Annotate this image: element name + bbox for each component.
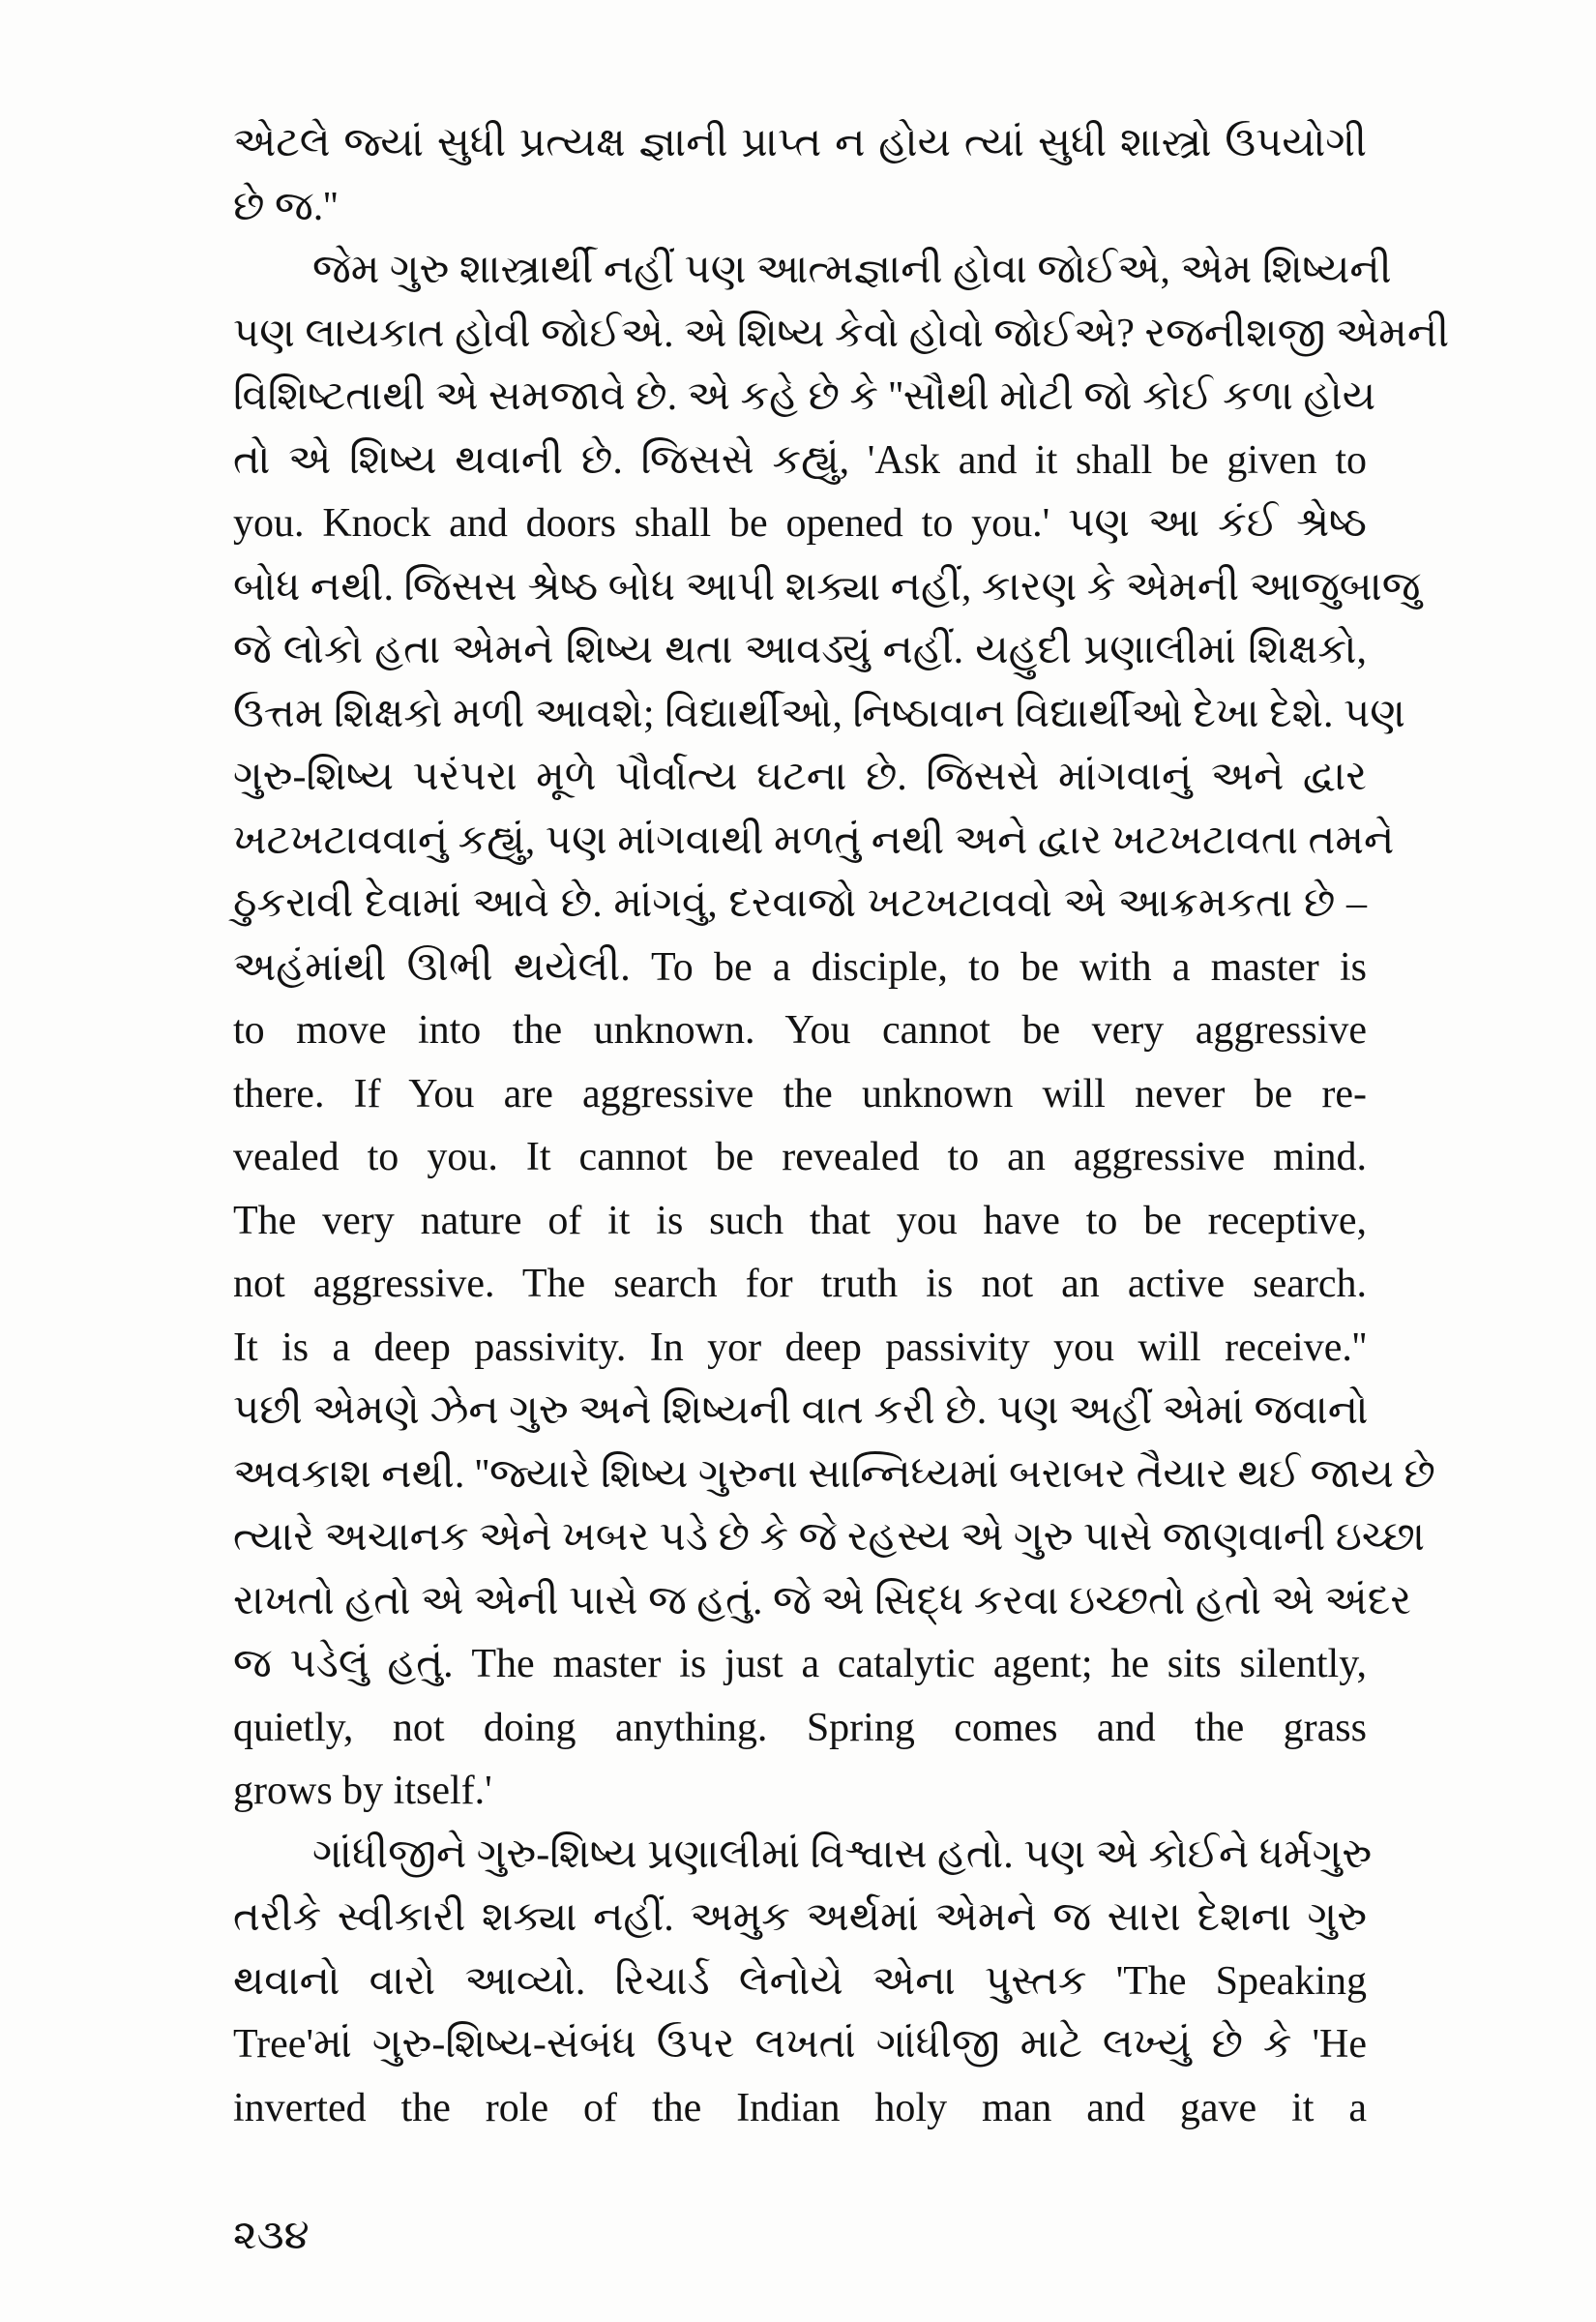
text-line: એટલે જ્યાં સુધી પ્રત્યક્ષ જ્ઞાની પ્રાપ્ત ન હોય ત્યાં સુધી શાસ્ત્રો ઉપયોગી <box>233 121 1367 165</box>
text-line: જ પડેલું હતું. The master is just a catalytic agent; he sits silently, <box>233 1642 1367 1686</box>
text-line: quietly, not doing anything. Spring comes and the grass <box>233 1705 1367 1750</box>
text-line: રાખતો હતો એ એની પાસે જ હતું. જે એ સિદ્ધ કરવા ઇચ્છતો હતો એ અંદર <box>233 1578 1411 1623</box>
text-line: છે જ.'' <box>233 184 339 229</box>
text-line: થવાનો વારો આવ્યો. રિચાર્ડ લેનોયે એના પુસ્તક 'The Speaking <box>233 1958 1367 2004</box>
text-line: Tree'માં ગુરુ-શિષ્ય-સંબંધ ઉપર લખતાં ગાંધીજી માટે લખ્યું છે કે 'He <box>233 2022 1367 2067</box>
text-line: તો એ શિષ્ય થવાની છે. જિસસે કહ્યું, 'Ask and it shall be given to <box>233 437 1367 483</box>
text-line: ત્યારે અચાનક એને ખબર પડે છે કે જે રહસ્ય એ ગુરુ પાસે જાણવાની ઇચ્છા <box>233 1515 1425 1560</box>
text-line: તરીકે સ્વીકારી શક્યા નહીં. અમુક અર્થમાં એમને જ સારા દેશના ગુરુ <box>233 1895 1367 1940</box>
text-line: there. If You are aggressive the unknown will never be re- <box>233 1071 1367 1116</box>
text-line: અહંમાંથી ઊભી થયેલી. To be a disciple, to be with a master is <box>233 944 1367 990</box>
text-line: ખટખટાવવાનું કહ્યું, પણ માંગવાથી મળતું નથી અને દ્વાર ખટખટાવતા તમને <box>233 818 1395 863</box>
text-line: to move into the unknown. You cannot be very aggressive <box>233 1008 1367 1053</box>
text-line: inverted the role of the Indian holy man and gave it a <box>233 2085 1367 2130</box>
text-line: not aggressive. The search for truth is not an active search. <box>233 1262 1367 1306</box>
text-line: બોધ નથી. જિસસ શ્રેષ્ઠ બોધ આપી શક્યા નહીં, કારણ કે એમની આજુબાજુ <box>233 564 1421 610</box>
text-line: vealed to you. It cannot be revealed to an aggressive mind. <box>233 1135 1367 1179</box>
text-line: grows by itself.' <box>233 1769 492 1813</box>
text-lines <box>233 112 1450 2140</box>
text-line: you. Knock and doors shall be opened to you.' પણ આ કંઈ શ્રેષ્ઠ <box>233 501 1367 546</box>
text-line: વિશિષ્ટતાથી એ સમજાવે છે. એ કહે છે કે ''સૌથી મોટી જો કોઈ કળા હોય <box>233 374 1376 419</box>
page-number: ૨૩૪ <box>233 2214 310 2258</box>
text-line: પણ લાયકાત હોવી જોઈએ. એ શિષ્ય કેવો હોવો જોઈએ? રજનીશજી એમની <box>233 311 1450 356</box>
text-line: ગુરુ-શિષ્ય પરંપરા મૂળે પૌર્વાત્ય ઘટના છે. જિસસે માંગવાનું અને દ્વાર <box>233 755 1367 799</box>
text-line: The very nature of it is such that you have to be receptive, <box>233 1198 1367 1243</box>
text-line: જેમ ગુરુ શાસ્ત્રાર્થી નહીં પણ આત્મજ્ઞાની હોવા જોઈએ, એમ શિષ્યની <box>312 248 1392 292</box>
text-line: ઠુકરાવી દેવામાં આવે છે. માંગવું, દરવાજો ખટખટાવવો એ આક્રમકતા છે – <box>233 881 1367 926</box>
text-line: It is a deep passivity. In yor deep passivity you will receive.'' <box>233 1325 1367 1370</box>
text-line: જે લોકો હતા એમને શિષ્ય થતા આવડ્યું નહીં. યહુદી પ્રણાલીમાં શિક્ષકો, <box>233 628 1367 672</box>
text-line: ગાંધીજીને ગુરુ-શિષ્ય પ્રણાલીમાં વિશ્વાસ હતો. પણ એ કોઈને ધર્મગુરુ <box>312 1831 1373 1877</box>
text-line: પછી એમણે ઝેન ગુરુ અને શિષ્યની વાત કરી છે. પણ અહીં એમાં જવાનો <box>233 1388 1369 1433</box>
text-line: અવકાશ નથી. ''જ્યારે શિષ્ય ગુરુના સાન્નિધ્યમાં બરાબર તૈયાર થઈ જાય છે <box>233 1451 1435 1497</box>
text-line: ઉત્તમ શિક્ષકો મળી આવશે; વિદ્યાર્થીઓ, નિષ્ઠાવાન વિદ્યાર્થીઓ દેખા દેશે. પણ <box>233 691 1405 736</box>
